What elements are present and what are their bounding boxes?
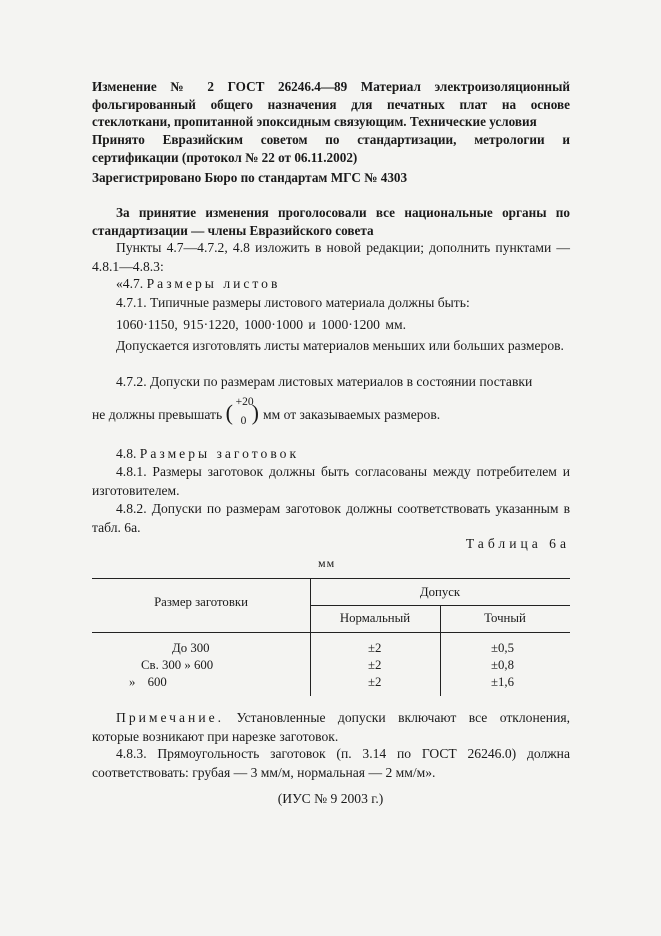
note-text: Установленные допуски включают все отклонения, которые возникают при нарезке заготовок. <box>92 710 570 744</box>
tolerance-close-paren: ) <box>251 400 259 425</box>
table-header-rule <box>92 632 570 633</box>
table-header-tolerance: Допуск <box>419 585 461 599</box>
tolerance-post-text: мм от заказываемых размеров. <box>262 407 441 422</box>
section-4-7-number: «4.7. <box>116 276 144 291</box>
tolerance-line <box>92 396 570 427</box>
paragraph-items: Пункты 4.7—4.7.2, 4.8 изложить в новой редакции; дополнить пунктами — 4.8.1—4.8.3: <box>92 240 570 274</box>
paragraph-4-8-3: 4.8.3. Прямоугольность заготовок (п. 3.14 по ГОСТ 26246.0) должна соответствовать: грубая — 3 мм/м, нормальная — 2 мм/м». <box>92 746 570 780</box>
table-cell-normal: ±2 <box>368 641 382 655</box>
table-top-rule <box>92 578 570 579</box>
table-cell-normal: ±2 <box>368 658 382 672</box>
table-unit: мм <box>318 556 336 570</box>
table-cell-size: Св. 300 » 600 <box>141 658 214 672</box>
paragraph-4-7-1: 4.7.1. Типичные размеры листового материала должны быть: <box>116 295 470 310</box>
section-4-8-number: 4.8. <box>116 446 137 461</box>
voted-line: За принятие изменения проголосовали все национальные органы по стандартизации — члены Евразийского совета <box>92 205 570 238</box>
table-cell-exact: ±1,6 <box>491 675 515 689</box>
table-header-exact: Точный <box>484 611 526 625</box>
registered-line: Зарегистрировано Бюро по стандартам МГС № 4303 <box>92 170 408 185</box>
section-4-7-title: Размеры листов <box>146 276 281 291</box>
tolerance-lower: 0 <box>240 415 247 427</box>
table-cell-normal: ±2 <box>368 675 382 689</box>
tolerance-upper: +20 <box>235 396 254 408</box>
section-4-8-heading <box>92 445 570 464</box>
section-4-7-heading <box>92 275 570 294</box>
paragraph-sizes-allowed: Допускается изготовлять листы материалов меньших или больших размеров. <box>116 338 564 353</box>
paragraph-4-8-1: 4.8.1. Размеры заготовок должны быть согласованы между потребителем и изготовителем. <box>92 464 570 498</box>
change-heading: Изменение № 2 ГОСТ 26246.4—89 Материал электроизоляционный фольгированный общего назначения для печатных плат на основе стеклоткани, пропитанной эпоксидным связующим. Технические условия <box>92 79 570 129</box>
table-caption: Таблица 6а <box>465 536 570 551</box>
tolerance-open-paren: ( <box>225 400 233 425</box>
paragraph-4-7-2: 4.7.2. Допуски по размерам листовых материалов в состоянии поставки <box>116 374 533 389</box>
table-cell-exact: ±0,8 <box>491 658 515 672</box>
note-label: Примечание. <box>116 710 225 725</box>
table-cell-size: До 300 <box>172 641 210 655</box>
table-header-normal: Нормальный <box>339 611 411 625</box>
table-note <box>92 709 570 746</box>
tolerance-expression <box>225 396 260 427</box>
sheet-sizes-line: 1060·1150, 915·1220, 1000·1000 и 1000·1200 мм. <box>116 317 406 332</box>
section-4-8-title: Размеры заготовок <box>139 446 300 461</box>
footer-ius: (ИУС № 9 2003 г.) <box>277 791 384 806</box>
adopted-line: Принято Евразийским советом по стандартизации, метрологии и сертификации (протокол № 22 от 06.11.2002) <box>92 132 570 165</box>
table-cell-exact: ±0,5 <box>491 641 515 655</box>
table-header-size: Размер заготовки <box>154 595 248 609</box>
tolerance-pre-text: не должны превышать <box>92 407 223 422</box>
paragraph-4-8-2: 4.8.2. Допуски по размерам заготовок должны соответствовать указанным в табл. 6а. <box>92 501 570 535</box>
table-cell-size: » 600 <box>129 675 167 689</box>
